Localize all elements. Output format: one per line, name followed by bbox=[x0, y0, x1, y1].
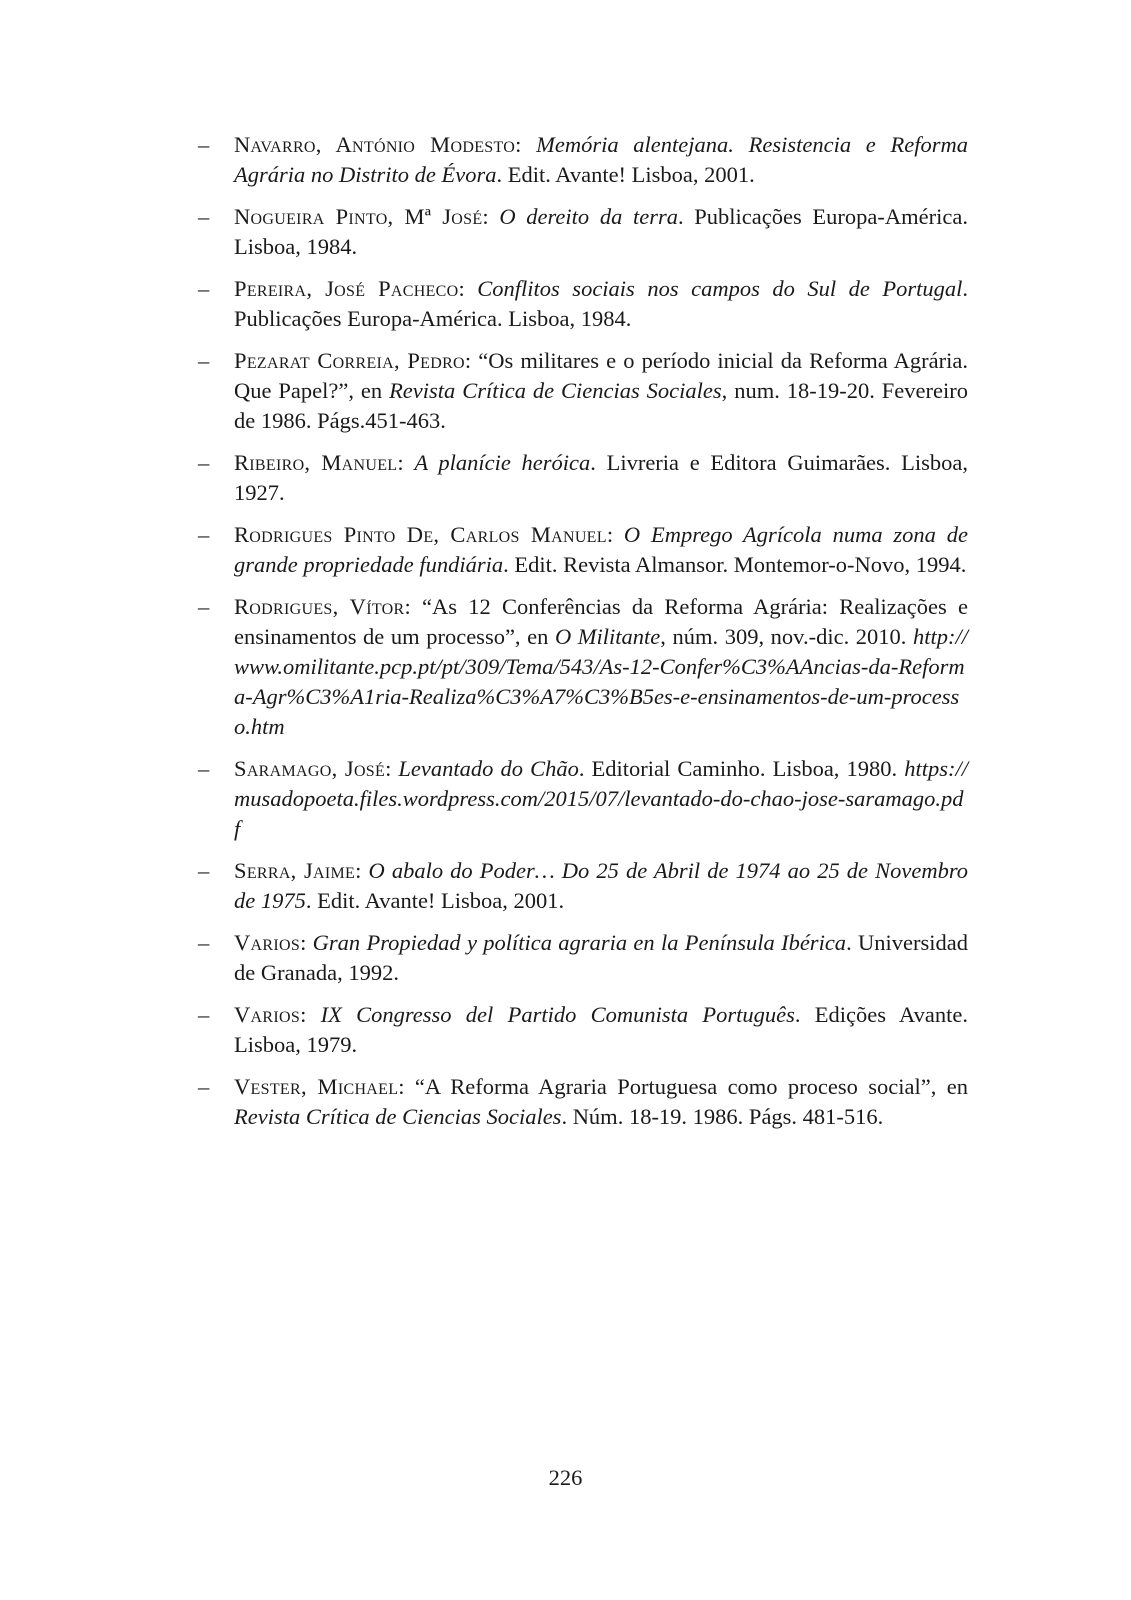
entry-author: Vester, Michael bbox=[234, 1074, 399, 1099]
entry-author: Navarro, António Modesto bbox=[234, 132, 516, 157]
entry-details: . Livreria e Editora Guimarães. Lisboa, 1927. bbox=[234, 450, 968, 505]
entry-title: Memória alentejana. Resistencia e Reforma Agrária no Distrito de Évora bbox=[234, 132, 968, 187]
entry-separator: : bbox=[355, 858, 369, 883]
entry-author: Nogueira Pinto, Mª José bbox=[234, 204, 483, 229]
entry-details: . Universidad de Granada, 1992. bbox=[234, 930, 968, 985]
entry-article-title: “As 12 Conferências da Reforma Agrária: Realizações e ensinamentos de um processo”, en bbox=[234, 594, 968, 649]
entry-dash: – bbox=[198, 522, 210, 547]
entry-separator: : bbox=[464, 348, 479, 373]
entry-title: Conflitos sociais nos campos do Sul de Portugal bbox=[477, 276, 963, 301]
entry-url-link[interactable]: https://musadopoeta.files.wordpress.com/2015/07/levantado-do-chao-jose-saramago.pdf bbox=[234, 756, 968, 841]
bibliography-entry bbox=[198, 202, 968, 262]
entry-article-title: “A Reforma Agraria Portuguesa como proceso social”, en bbox=[414, 1074, 968, 1099]
entry-details: . Publicações Europa-América. Lisboa, 1984. bbox=[234, 276, 968, 331]
entry-separator: : bbox=[398, 1074, 415, 1099]
bibliography-entry bbox=[198, 520, 968, 580]
entry-title: IX Congresso del Partido Comunista Português bbox=[320, 1002, 795, 1027]
entry-journal-title: Revista Crítica de Ciencias Sociales bbox=[389, 378, 722, 403]
bibliography-entry bbox=[198, 1072, 968, 1132]
bibliography-entry bbox=[198, 448, 968, 508]
entry-dash: – bbox=[198, 276, 210, 301]
entry-dash: – bbox=[198, 1074, 210, 1099]
entry-details: . Núm. 18-19. 1986. Págs. 481-516. bbox=[561, 1104, 884, 1129]
entry-dash: – bbox=[198, 756, 210, 781]
bibliography-entry bbox=[198, 856, 968, 916]
bibliography-entry bbox=[198, 928, 968, 988]
entry-details: , núm. 309, nov.-dic. 2010. bbox=[660, 624, 913, 649]
entry-details: . Edit. Revista Almansor. Montemor-o-Novo, 1994. bbox=[503, 552, 967, 577]
entry-author: Pereira, José Pacheco bbox=[234, 276, 459, 301]
entry-details: . Editorial Caminho. Lisboa, 1980. bbox=[578, 756, 905, 781]
bibliography-entry bbox=[198, 346, 968, 436]
entry-separator: : bbox=[515, 132, 537, 157]
entry-url-link[interactable]: http://www.omilitante.pcp.pt/pt/309/Tema/543/As-12-Confer%C3%AAncias-da-Reforma-Agr%C3%A1ria-Realiza%C3%A7%C3%B5es-e-ensinamentos-de-um-processo.htm bbox=[234, 624, 968, 739]
entry-details: . Publicações Europa-América. Lisboa, 1984. bbox=[234, 204, 968, 259]
entry-dash: – bbox=[198, 132, 210, 157]
entry-article-title: “Os militares e o período inicial da Reforma Agrária. Que Papel?”, en bbox=[234, 348, 968, 403]
entry-title: Gran Propiedad y política agraria en la Península Ibérica bbox=[312, 930, 847, 955]
entry-journal-title: Revista Crítica de Ciencias Sociales bbox=[234, 1104, 562, 1129]
entry-dash: – bbox=[198, 450, 210, 475]
entry-separator: : bbox=[482, 204, 500, 229]
entry-dash: – bbox=[198, 594, 210, 619]
entry-title: A planície heróica bbox=[414, 450, 591, 475]
entry-dash: – bbox=[198, 1002, 210, 1027]
entry-separator: : bbox=[458, 276, 478, 301]
entry-author: Saramago, José bbox=[234, 756, 386, 781]
bibliography-list bbox=[198, 130, 968, 1144]
bibliography-entry bbox=[198, 130, 968, 190]
entry-author: Pezarat Correia, Pedro bbox=[234, 348, 465, 373]
entry-separator: : bbox=[300, 930, 313, 955]
entry-separator: : bbox=[606, 522, 624, 547]
entry-separator: : bbox=[404, 594, 422, 619]
entry-separator: : bbox=[397, 450, 415, 475]
entry-author: Serra, Jaime bbox=[234, 858, 356, 883]
entry-separator: : bbox=[300, 1002, 321, 1027]
bibliography-entry bbox=[198, 1000, 968, 1060]
entry-dash: – bbox=[198, 204, 210, 229]
entry-journal-title: O Militante bbox=[554, 624, 661, 649]
entry-title: O Emprego Agrícola numa zona de grande propriedade fundiária bbox=[234, 522, 968, 577]
bibliography-entry bbox=[198, 592, 968, 742]
entry-separator: : bbox=[385, 756, 399, 781]
entry-details: , num. 18-19-20. Fevereiro de 1986. Págs.451-463. bbox=[234, 378, 968, 433]
page-number: 226 bbox=[548, 1465, 583, 1490]
entry-dash: – bbox=[198, 930, 210, 955]
entry-details: . Edit. Avante! Lisboa, 2001. bbox=[496, 162, 755, 187]
entry-dash: – bbox=[198, 858, 210, 883]
entry-author: Rodrigues Pinto De, Carlos Manuel bbox=[234, 522, 607, 547]
entry-author: Ribeiro, Manuel bbox=[234, 450, 398, 475]
entry-details: . Edit. Avante! Lisboa, 2001. bbox=[305, 888, 565, 913]
entry-title: O dereito da terra bbox=[499, 204, 678, 229]
entry-author: Varios bbox=[234, 930, 301, 955]
entry-details: . Edições Avante. Lisboa, 1979. bbox=[234, 1002, 968, 1057]
entry-author: Rodrigues, Vítor bbox=[234, 594, 405, 619]
entry-author: Varios bbox=[234, 1002, 301, 1027]
entry-dash: – bbox=[198, 348, 210, 373]
bibliography-entry bbox=[198, 754, 968, 844]
entry-title: O abalo do Poder… Do 25 de Abril de 1974 ao 25 de Novembro de 1975 bbox=[234, 858, 968, 913]
entry-title: Levantado do Chão bbox=[398, 756, 579, 781]
bibliography-entry bbox=[198, 274, 968, 334]
